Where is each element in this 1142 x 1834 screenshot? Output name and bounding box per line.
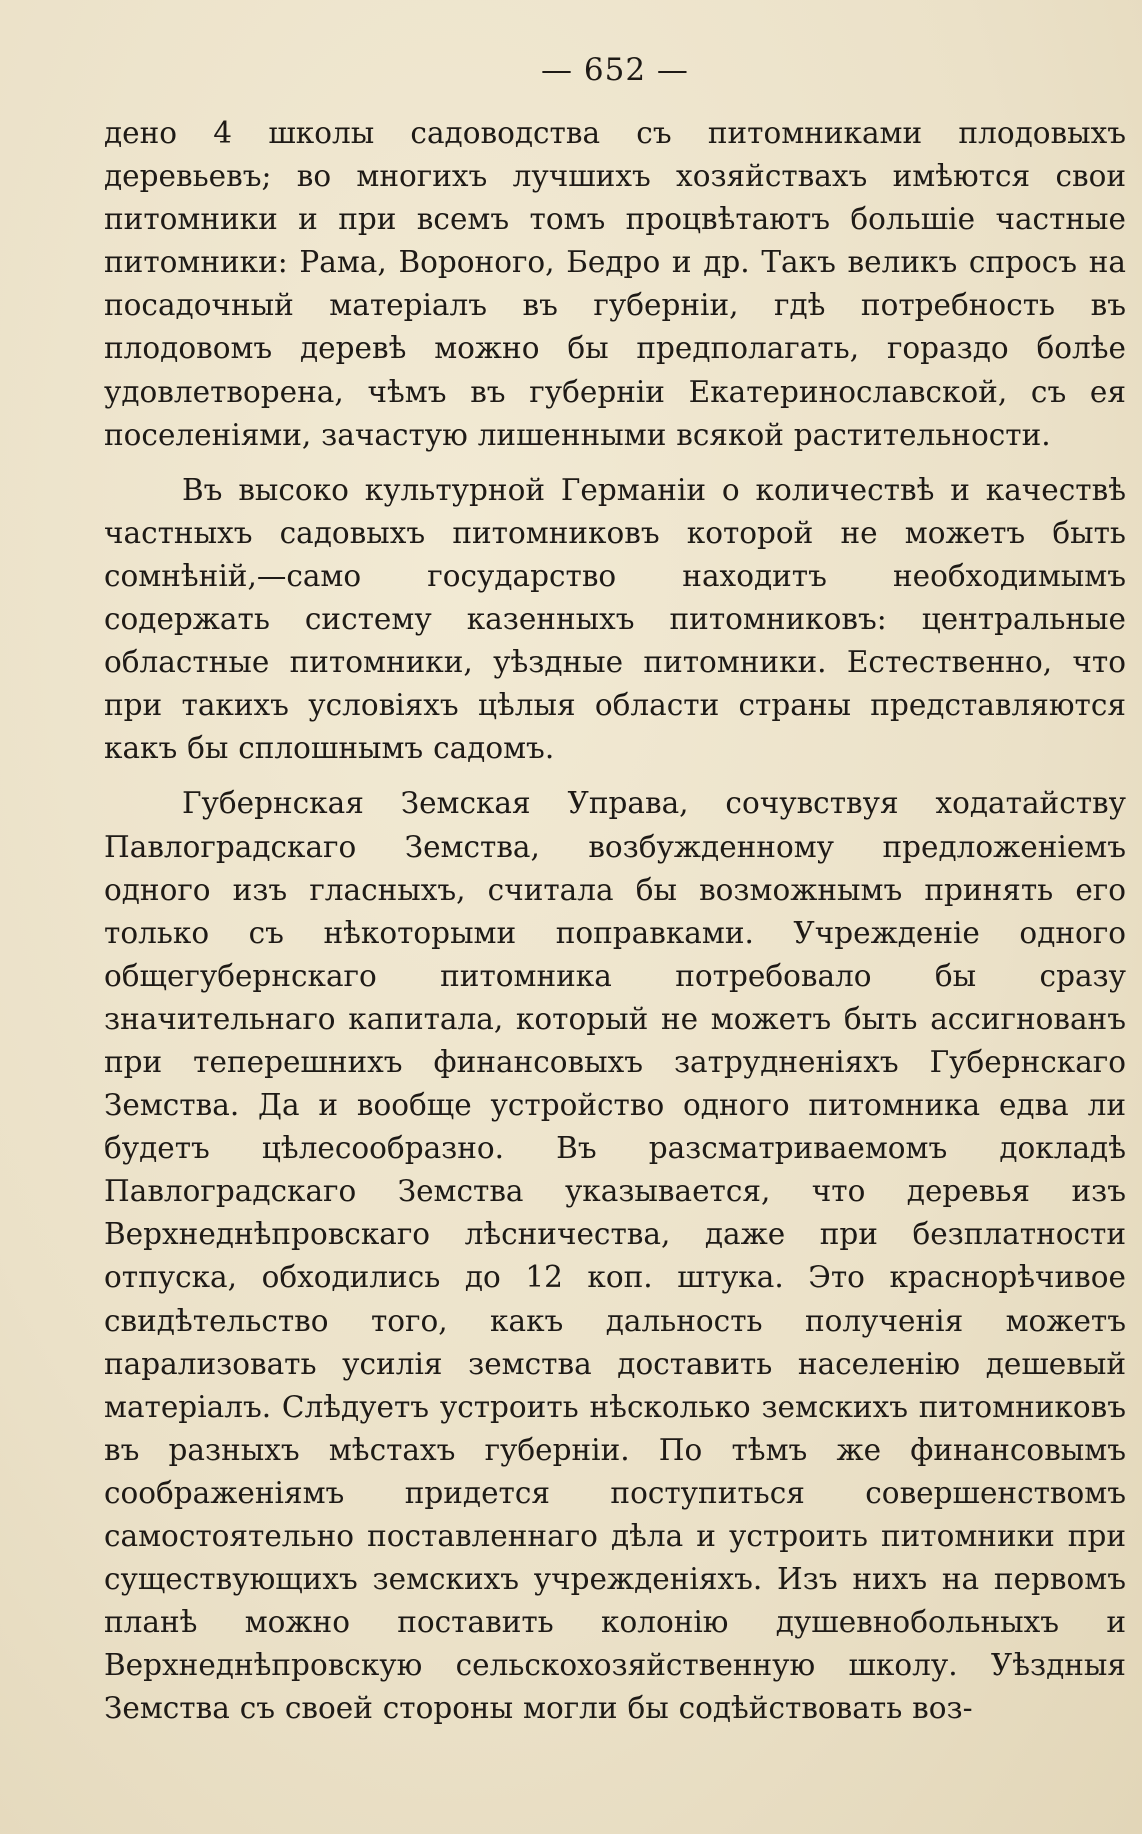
- paragraph-germany: Въ высоко культурной Германіи о количествѣ и качествѣ частныхъ садовыхъ питомниковъ которой не можетъ быть сомнѣній,—само государство находитъ необходимымъ содержать систему казенныхъ питомниковъ: центральные областные питомники, уѣздные питомники. Естественно, что при такихъ условіяхъ цѣлыя области страны представляются какъ бы сплошнымъ садомъ.: [104, 472, 1126, 766]
- paragraph-continued: дено 4 школы садоводства съ питомниками плодовыхъ деревьевъ; во многихъ лучшихъ хозяйствахъ имѣются свои питомники и при всемъ томъ процвѣтаютъ большіе частные питомники: Рама, Вороного, Бедро и др. Такъ великъ спросъ на посадочный матеріалъ въ губерніи, гдѣ потребность въ плодовомъ деревѣ можно бы предполагать, гораздо болѣе удовлетворена, чѣмъ въ губерніи Екатеринославской, съ ея поселеніями, зачастую лишенными всякой растительности.: [104, 116, 1126, 452]
- body-text: [104, 112, 1126, 1730]
- paragraph-gubernia-uprava: Губернская Земская Управа, сочувствуя ходатайству Павлоградскаго Земства, возбужденному предложеніемъ одного изъ гласныхъ, считала бы возможнымъ принять его только съ нѣкоторыми поправками. Учрежденіе одного общегубернскаго питомника потребовало бы сразу значительнаго капитала, который не можетъ быть ассигнованъ при теперешнихъ финансовыхъ затрудненіяхъ Губернскаго Земства. Да и вообще устройство одного питомника едва ли будетъ цѣлесообразно. Въ разсматриваемомъ докладѣ Павлоградскаго Земства указывается, что деревья изъ Верхнеднѣпровскаго лѣсничества, даже при безплатности отпуска, обходились до 12 коп. штука. Это краснорѣчивое свидѣтельство того, какъ дальность полученія можетъ парализовать усилія земства доставить населенію дешевый матеріалъ. Слѣдуетъ устроить нѣсколько земскихъ питомниковъ въ разныхъ мѣстахъ губерніи. По тѣмъ же финансовымъ соображеніямъ придется поступиться совершенствомъ самостоятельно поставленнаго дѣла и устроить питомники при существующихъ земскихъ учрежденіяхъ. Изъ нихъ на первомъ планѣ можно поставить колонію душевнобольныхъ и Верхнеднѣпровскую сельскохозяйственную школу. Уѣздныя Земства съ своей стороны могли бы содѣйствовать воз-: [104, 786, 1126, 1726]
- page-number: — 652 —: [541, 52, 689, 88]
